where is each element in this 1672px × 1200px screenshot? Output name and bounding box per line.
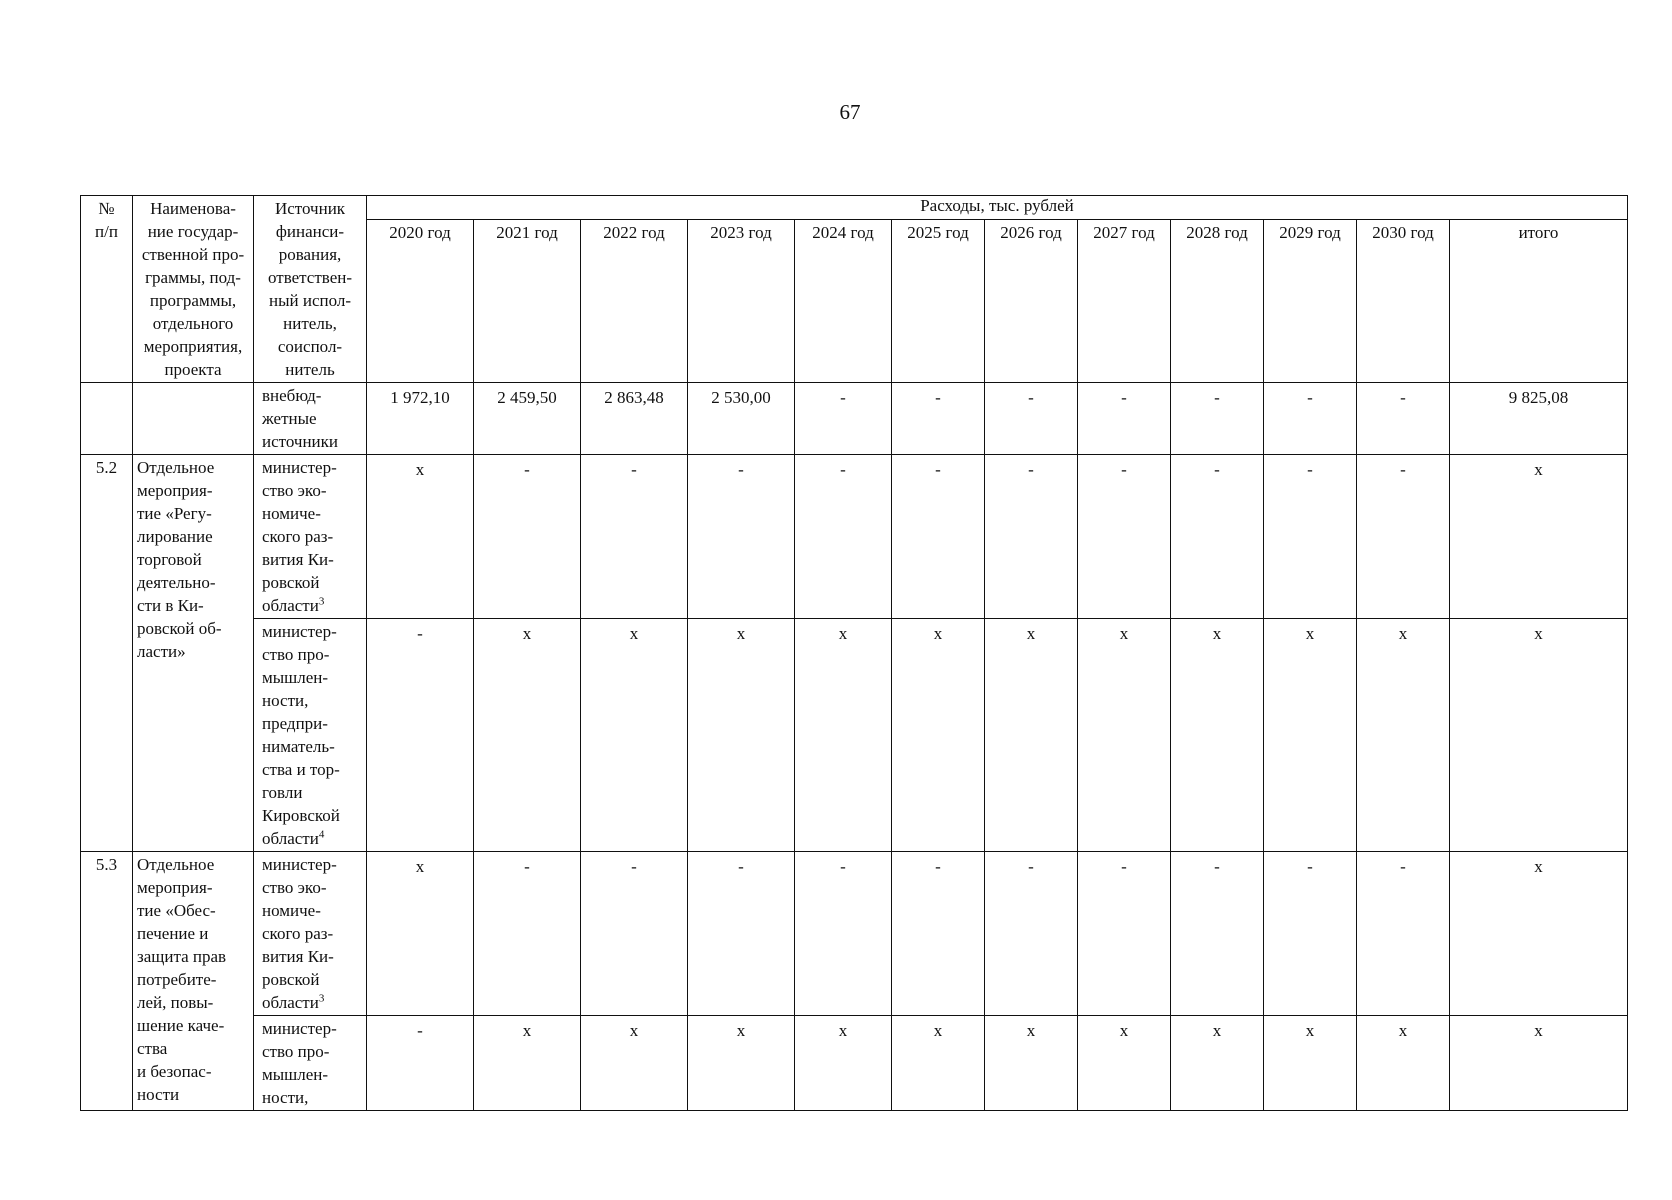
measure-value: - [474, 852, 581, 1016]
measure-value: - [688, 455, 795, 619]
budget-table [80, 195, 1628, 1111]
header-expenses: Расходы, тыс. рублей [367, 196, 1628, 220]
measure-value: x [1450, 1016, 1628, 1111]
header-year: 2029 год [1264, 219, 1357, 382]
measure-source-text: министер- ство про- мышлен- ности, предпри- ниматель- ства и тор- говли Кировской области [262, 622, 340, 848]
measure-value: - [581, 852, 688, 1016]
header-year: 2021 год [474, 219, 581, 382]
row-value: 1 972,10 [367, 383, 474, 455]
measure-value: x [795, 619, 892, 852]
measure-value: - [1171, 455, 1264, 619]
header-year: итого [1450, 219, 1628, 382]
header-year: 2028 год [1171, 219, 1264, 382]
measure-value: x [474, 1016, 581, 1111]
header-year: 2030 год [1357, 219, 1450, 382]
measure-value: - [1264, 852, 1357, 1016]
header-year: 2022 год [581, 219, 688, 382]
measure-value: x [1357, 1016, 1450, 1111]
row-value: - [795, 383, 892, 455]
measure-value: - [892, 455, 985, 619]
measure-value: x [1078, 619, 1171, 852]
measure-value: - [795, 852, 892, 1016]
measure-value: - [1171, 852, 1264, 1016]
row-value: - [1357, 383, 1450, 455]
measure-source-text: министер- ство эко- номиче- ского раз- вития Ки- ровской области [262, 855, 337, 1012]
measure-value: x [1171, 619, 1264, 852]
table-body [81, 383, 1628, 1111]
measure-value: x [474, 619, 581, 852]
row-number [81, 383, 133, 455]
header-year: 2027 год [1078, 219, 1171, 382]
measure-value: - [581, 455, 688, 619]
measure-value: x [1450, 455, 1628, 619]
measure-source-text: министер- ство эко- номиче- ского раз- вития Ки- ровской области [262, 458, 337, 615]
measure-value: - [1357, 455, 1450, 619]
measure-value: - [367, 619, 474, 852]
measure-value: x [1264, 1016, 1357, 1111]
measure-source [254, 619, 367, 852]
measure-value: - [1078, 852, 1171, 1016]
budget-table-container [80, 195, 1628, 1111]
measure-value: x [1078, 1016, 1171, 1111]
header-source: Источник финанси- рования, ответствен- ный испол- нитель, соиспол- нитель [254, 196, 367, 383]
row-value: - [1171, 383, 1264, 455]
measure-value: - [367, 1016, 474, 1111]
table-row [81, 619, 1628, 852]
row-source: внебюд- жетные источники [254, 383, 367, 455]
measure-value: x [581, 619, 688, 852]
measure-value: x [581, 1016, 688, 1111]
header-year: 2026 год [985, 219, 1078, 382]
measure-value: - [795, 455, 892, 619]
measure-value: - [1078, 455, 1171, 619]
header-name: Наименова- ние государ- ственной про- граммы, под- программы, отдельного мероприятия, проекта [133, 196, 254, 383]
row-value: - [1078, 383, 1171, 455]
measure-value: - [1264, 455, 1357, 619]
row-value: 2 530,00 [688, 383, 795, 455]
measure-value: x [367, 455, 474, 619]
row-value: - [985, 383, 1078, 455]
table-row [81, 383, 1628, 455]
row-value: - [892, 383, 985, 455]
row-value: 9 825,08 [1450, 383, 1628, 455]
row-value: 2 459,50 [474, 383, 581, 455]
measure-value: x [367, 852, 474, 1016]
measure-number: 5.2 [81, 455, 133, 852]
table-row [81, 455, 1628, 619]
table-row [81, 852, 1628, 1016]
row-value: 2 863,48 [581, 383, 688, 455]
footnote-mark: 3 [318, 595, 325, 608]
measure-value: x [795, 1016, 892, 1111]
measure-source-text: министер- ство про- мышлен- ности, [262, 1019, 337, 1107]
measure-value: - [688, 852, 795, 1016]
measure-value: x [892, 1016, 985, 1111]
measure-source [254, 1016, 367, 1111]
measure-source [254, 852, 367, 1016]
measure-value: x [688, 1016, 795, 1111]
measure-name: Отдельное мероприя- тие «Обес- печение и защита прав потребите- лей, повы- шение каче- ства и безопас- ности [133, 852, 254, 1111]
measure-value: x [892, 619, 985, 852]
header-year: 2025 год [892, 219, 985, 382]
measure-value: - [474, 455, 581, 619]
measure-source [254, 455, 367, 619]
header-no: № п/п [81, 196, 133, 383]
footnote-mark: 4 [318, 828, 325, 841]
row-value: - [1264, 383, 1357, 455]
measure-value: x [1357, 619, 1450, 852]
measure-value: x [1450, 852, 1628, 1016]
measure-value: x [985, 1016, 1078, 1111]
table-row [81, 1016, 1628, 1111]
measure-value: x [985, 619, 1078, 852]
table-header [81, 196, 1628, 383]
measure-value: x [1264, 619, 1357, 852]
measure-number: 5.3 [81, 852, 133, 1111]
measure-value: x [688, 619, 795, 852]
header-year: 2024 год [795, 219, 892, 382]
measure-name: Отдельное мероприя- тие «Регу- лирование торговой деятельно- сти в Ки- ровской об- ласти» [133, 455, 254, 852]
measure-value: - [985, 852, 1078, 1016]
page-number: 67 [839, 100, 861, 124]
measure-value: - [892, 852, 985, 1016]
header-year: 2020 год [367, 219, 474, 382]
measure-value: - [1357, 852, 1450, 1016]
row-name [133, 383, 254, 455]
measure-value: - [985, 455, 1078, 619]
measure-value: x [1450, 619, 1628, 852]
footnote-mark: 3 [318, 992, 325, 1005]
measure-value: x [1171, 1016, 1264, 1111]
header-year: 2023 год [688, 219, 795, 382]
